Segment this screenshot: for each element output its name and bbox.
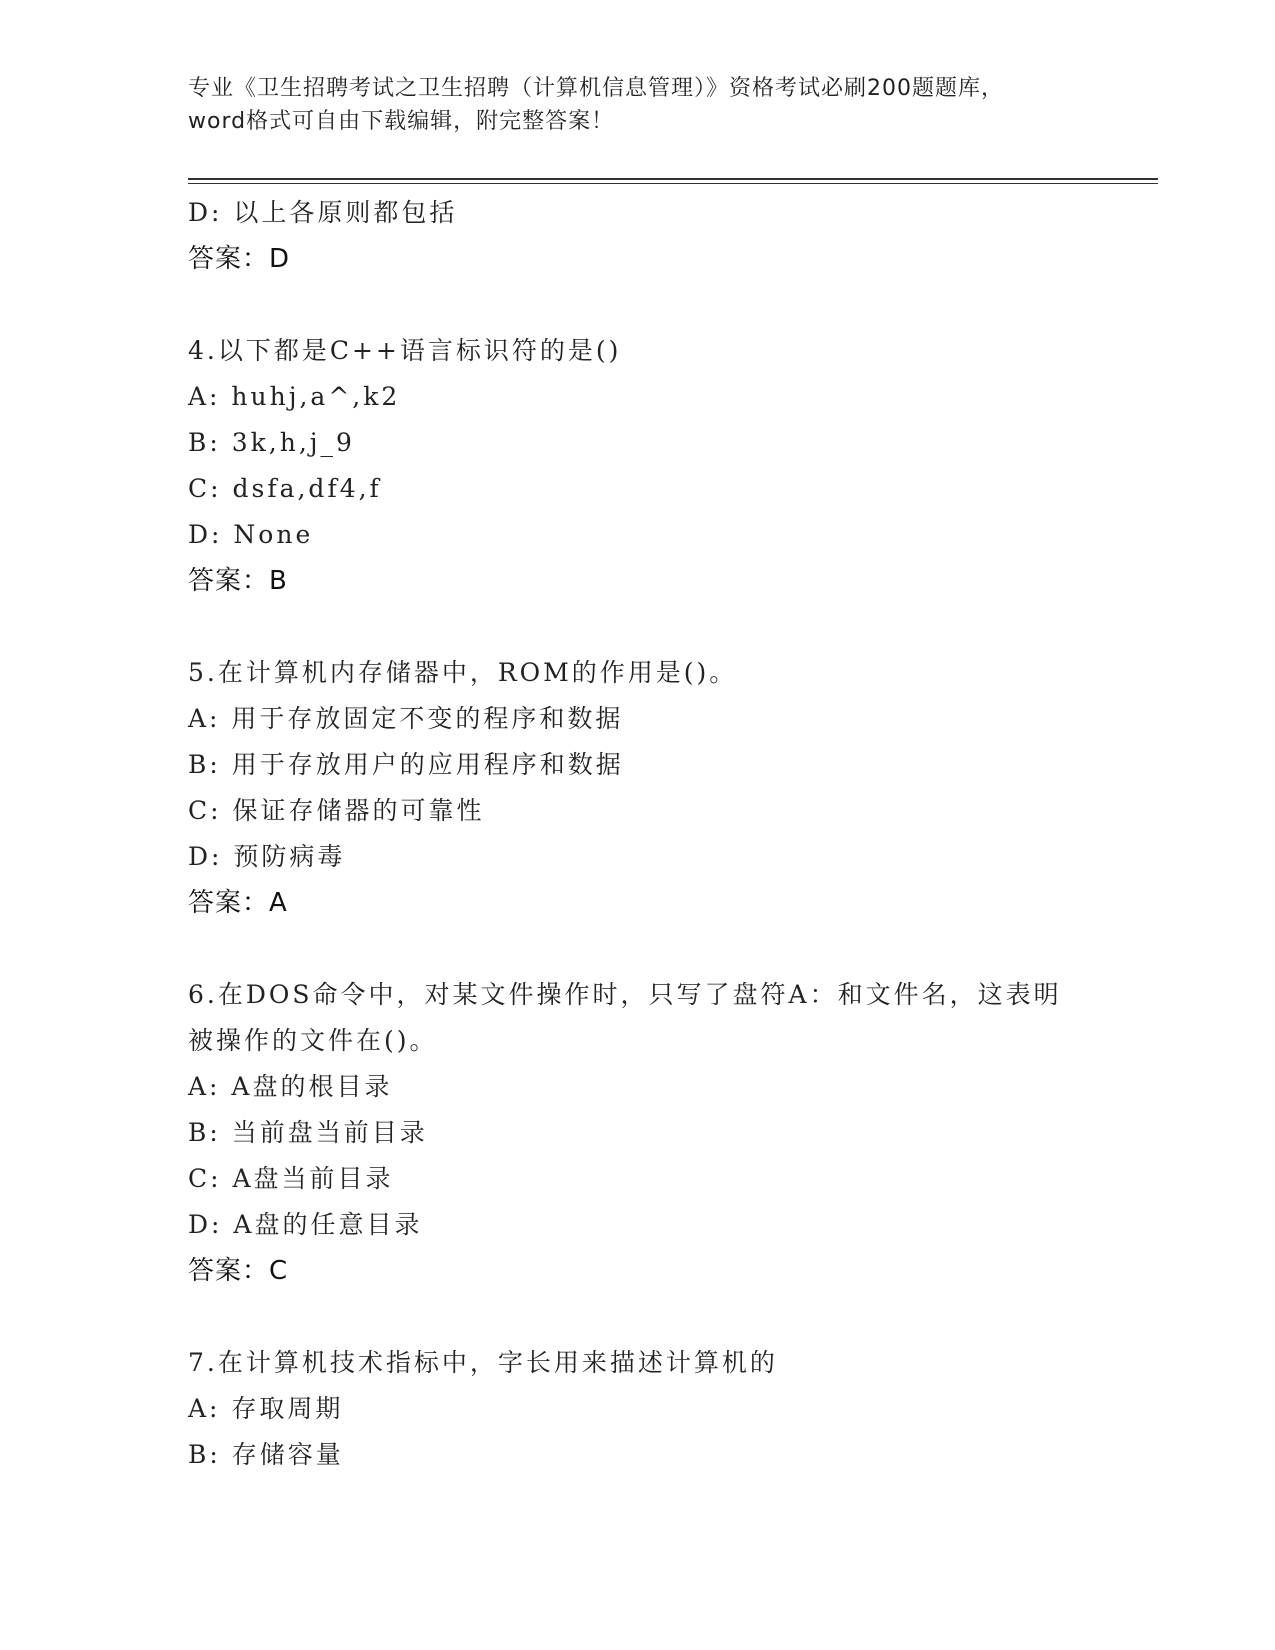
q6-option-d: D: A盘的任意目录 xyxy=(188,1210,423,1239)
q5-question: 5.在计算机内存储器中，ROM的作用是()。 xyxy=(188,658,738,687)
q4-question: 4.以下都是C++语言标识符的是() xyxy=(188,336,622,365)
q5-answer: 答案：A xyxy=(188,888,288,918)
q6-option-b: B: 当前盘当前目录 xyxy=(188,1118,428,1147)
q7-question: 7.在计算机技术指标中，字长用来描述计算机的 xyxy=(188,1348,778,1377)
q7-option-b: B: 存储容量 xyxy=(188,1440,344,1469)
q6-answer: 答案：C xyxy=(188,1256,289,1286)
question-list xyxy=(188,190,1158,1478)
header-divider-thin xyxy=(188,183,1158,184)
q6-option-c: C: A盘当前目录 xyxy=(188,1164,394,1193)
q7-option-a: A: 存取周期 xyxy=(188,1394,344,1423)
spacer xyxy=(188,926,1158,972)
spacer xyxy=(188,604,1158,650)
q5-option-c: C: 保证存储器的可靠性 xyxy=(188,796,485,825)
q5-option-b: B: 用于存放用户的应用程序和数据 xyxy=(188,750,624,779)
document-header xyxy=(188,72,1088,138)
q4-option-c: C: dsfa,df4,f xyxy=(188,474,382,503)
q6-question-line-2: 被操作的文件在()。 xyxy=(188,1026,438,1055)
spacer xyxy=(188,282,1158,328)
q4-option-b: B: 3k,h,j_9 xyxy=(188,428,355,457)
q3-answer: 答案：D xyxy=(188,244,291,274)
q4-answer: 答案：B xyxy=(188,566,288,596)
q4-option-d: D: None xyxy=(188,520,314,549)
header-title-line-2: word格式可自由下载编辑，附完整答案！ xyxy=(188,109,615,134)
q4-option-a: A: huhj,a^,k2 xyxy=(188,382,401,411)
q6-question-line-1: 6.在DOS命令中，对某文件操作时，只写了盘符A：和文件名，这表明 xyxy=(188,980,1062,1009)
header-divider-thick xyxy=(188,178,1158,180)
header-title-line-1: 专业《卫生招聘考试之卫生招聘（计算机信息管理）》资格考试必刷200题题库， xyxy=(188,76,1004,101)
q3-option-d: D: 以上各原则都包括 xyxy=(188,198,458,227)
spacer xyxy=(188,1294,1158,1340)
q5-option-d: D: 预防病毒 xyxy=(188,842,346,871)
q5-option-a: A: 用于存放固定不变的程序和数据 xyxy=(188,704,624,733)
q6-option-a: A: A盘的根目录 xyxy=(188,1072,393,1101)
